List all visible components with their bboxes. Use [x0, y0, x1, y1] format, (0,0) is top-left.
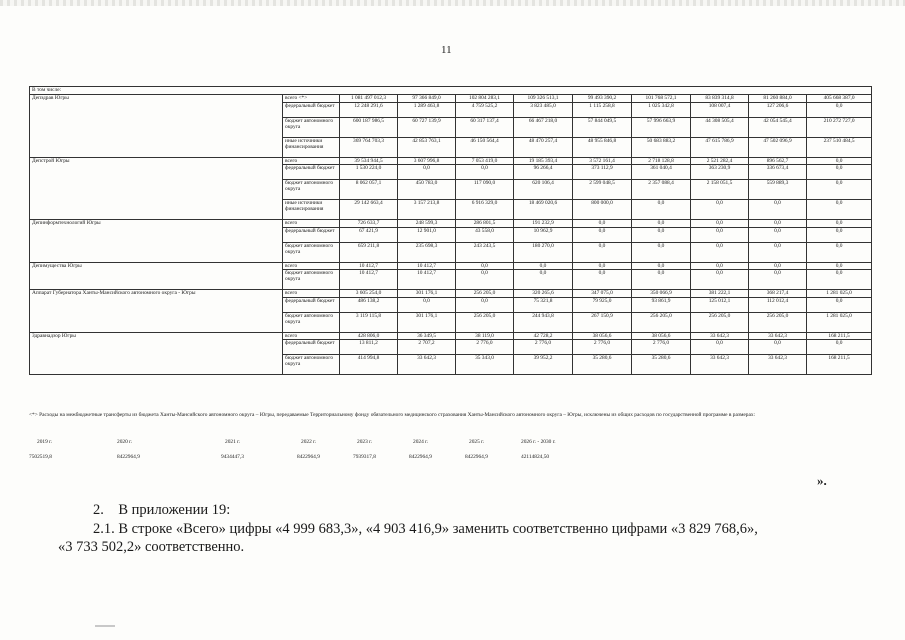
value-cell: 0,0	[398, 297, 456, 312]
source-label-cell: федеральный бюджет	[283, 165, 340, 180]
year-value: 8422964,9	[297, 454, 320, 460]
value-cell: 10 412,7	[340, 270, 398, 290]
value-cell: 256 205,0	[749, 312, 807, 332]
year-label: 2019 г.	[37, 439, 53, 445]
value-cell: 10 412,7	[340, 262, 398, 270]
value-cell: 12 248 291,6	[340, 102, 398, 117]
value-cell: 210 272 727,0	[807, 117, 872, 137]
org-name-cell: Депздрав Югры	[30, 95, 283, 158]
source-label-cell: бюджет автономного округа	[283, 312, 340, 332]
value-cell: 1 081 497 012,3	[340, 95, 398, 103]
value-cell: 18 469 020,6	[514, 200, 573, 220]
value-cell: 66 467 218,0	[514, 117, 573, 137]
value-cell: 368 217,4	[749, 290, 807, 298]
value-cell: 0,0	[807, 270, 872, 290]
value-cell: 248 599,3	[398, 220, 456, 228]
source-label-cell: бюджет автономного округа	[283, 355, 340, 375]
value-cell: 57 844 049,5	[573, 117, 632, 137]
value-cell: 361 040,4	[632, 165, 691, 180]
year-value: 8422964,9	[465, 454, 488, 460]
value-cell: 450 783,0	[398, 180, 456, 200]
value-cell: 0,0	[749, 200, 807, 220]
value-cell: 2 776,0	[514, 340, 573, 355]
value-cell: 0,0	[807, 220, 872, 228]
value-cell: 244 943,8	[514, 312, 573, 332]
paragraph-2-1-line1: 2.1. В строке «Всего» цифры «4 999 683,3», «4 903 416,9» заменить соответственно цифрами «3 829 768,6»,	[93, 521, 758, 537]
value-cell: 29 142 663,4	[340, 200, 398, 220]
year-value: 7502519,8	[29, 454, 52, 460]
closing-quote: ».	[817, 473, 827, 488]
value-cell: 117 090,0	[456, 180, 514, 200]
value-cell: 33 642,3	[398, 355, 456, 375]
value-cell: 35 280,6	[632, 355, 691, 375]
value-cell: 301 176,1	[398, 312, 456, 332]
value-cell: 0,0	[632, 270, 691, 290]
org-name-cell: Аппарат Губернатора Ханты-Мансийского автономного округа - Югры	[30, 290, 283, 333]
value-cell: 33 642,3	[691, 332, 749, 340]
table-row	[30, 220, 872, 228]
value-cell: 363 230,9	[691, 165, 749, 180]
value-cell: 0,0	[573, 242, 632, 262]
org-name-cell: Депимущества Югры	[30, 262, 283, 290]
year-label: 2021 г.	[225, 439, 241, 445]
source-label-cell: бюджет автономного округа	[283, 270, 340, 290]
value-cell: 414 994,8	[340, 355, 398, 375]
budget-table-container	[29, 86, 871, 375]
table-row	[30, 262, 872, 270]
source-label-cell: федеральный бюджет	[283, 340, 340, 355]
value-cell: 180 270,0	[514, 242, 573, 262]
value-cell: 112 012,4	[749, 297, 807, 312]
value-cell: 50 683 883,2	[632, 137, 691, 157]
value-cell: 33 642,3	[749, 355, 807, 375]
value-cell: 0,0	[398, 165, 456, 180]
value-cell: 1 281 025,0	[807, 312, 872, 332]
value-cell: 38 056,6	[632, 332, 691, 340]
value-cell: 301 176,1	[398, 290, 456, 298]
value-cell: 109 326 513,1	[514, 95, 573, 103]
value-cell: 237 510 484,5	[807, 137, 872, 157]
value-cell: 191 232,9	[514, 220, 573, 228]
value-cell: 48 470 257,4	[514, 137, 573, 157]
value-cell: 0,0	[691, 227, 749, 242]
value-cell: 0,0	[749, 270, 807, 290]
value-cell: 2 357 088,4	[632, 180, 691, 200]
value-cell: 0,0	[573, 270, 632, 290]
value-cell: 102 804 283,1	[456, 95, 514, 103]
value-cell: 559 889,3	[749, 180, 807, 200]
year-value: 42114824,50	[521, 454, 550, 460]
year-label: 2026 г. - 2030 г.	[521, 439, 556, 445]
value-cell: 125 012,1	[691, 297, 749, 312]
value-cell: 256 205,0	[691, 312, 749, 332]
value-cell: 127 206,6	[749, 102, 807, 117]
value-cell: 0,0	[573, 227, 632, 242]
value-cell: 4 759 525,2	[456, 102, 514, 117]
value-cell: 38 119,0	[456, 332, 514, 340]
value-cell: 10 962,9	[514, 227, 573, 242]
value-cell: 0,0	[807, 227, 872, 242]
value-cell: 0,0	[807, 157, 872, 165]
value-cell: 0,0	[691, 242, 749, 262]
value-cell: 39 952,2	[514, 355, 573, 375]
value-cell: 168 211,5	[807, 332, 872, 340]
value-cell: 659 211,8	[340, 242, 398, 262]
value-cell: 42 728,2	[514, 332, 573, 340]
value-cell: 0,0	[632, 200, 691, 220]
value-cell: 39 534 944,5	[340, 157, 398, 165]
table-row	[30, 95, 872, 103]
value-cell: 0,0	[514, 270, 573, 290]
value-cell: 93 861,9	[632, 297, 691, 312]
value-cell: 0,0	[632, 227, 691, 242]
value-cell: 101 768 572,1	[632, 95, 691, 103]
value-cell: 10 412,7	[398, 270, 456, 290]
value-cell: 0,0	[691, 262, 749, 270]
value-cell: 620 106,4	[514, 180, 573, 200]
value-cell: 35 343,0	[456, 355, 514, 375]
value-cell: 0,0	[456, 297, 514, 312]
value-cell: 99 493 390,2	[573, 95, 632, 103]
value-cell: 2 718 128,8	[632, 157, 691, 165]
source-label-cell: всего	[283, 290, 340, 298]
source-label-cell: иные источники финансирования	[283, 200, 340, 220]
value-cell: 108 007,4	[691, 102, 749, 117]
source-label-cell: всего <*>	[283, 95, 340, 103]
value-cell: 96 266,4	[514, 165, 573, 180]
value-cell: 405 668 387,0	[807, 95, 872, 103]
value-cell: 2 707,2	[398, 340, 456, 355]
value-cell: 0,0	[632, 242, 691, 262]
year-label: 2025 г.	[469, 439, 485, 445]
year-value: 8422964,9	[409, 454, 432, 460]
value-cell: 1 289 463,8	[398, 102, 456, 117]
value-cell: 75 321,8	[514, 297, 573, 312]
table-row	[30, 157, 872, 165]
value-cell: 373 112,9	[573, 165, 632, 180]
value-cell: 2 776,0	[632, 340, 691, 355]
value-cell: 0,0	[807, 180, 872, 200]
value-cell: 42 853 763,1	[398, 137, 456, 157]
value-cell: 256 205,0	[456, 290, 514, 298]
value-cell: 0,0	[632, 262, 691, 270]
page-number: 11	[441, 44, 452, 56]
value-cell: 81 260 884,0	[749, 95, 807, 103]
value-cell: 0,0	[807, 242, 872, 262]
value-cell: 38 056,6	[573, 332, 632, 340]
budget-table	[29, 86, 872, 375]
value-cell: 1 281 025,0	[807, 290, 872, 298]
value-cell: 13 811,2	[340, 340, 398, 355]
value-cell: 0,0	[749, 242, 807, 262]
value-cell: 3 157 213,8	[398, 200, 456, 220]
source-label-cell: бюджет автономного округа	[283, 117, 340, 137]
value-cell: 0,0	[749, 340, 807, 355]
source-label-cell: федеральный бюджет	[283, 227, 340, 242]
year-value: 8422964,9	[117, 454, 140, 460]
value-cell: 726 633,7	[340, 220, 398, 228]
year-label: 2024 г.	[413, 439, 429, 445]
value-cell: 3 572 161,4	[573, 157, 632, 165]
value-cell: 369 764 703,3	[340, 137, 398, 157]
footnote: <*> Расходы на межбюджетные трансферты из бюджета Ханты-Мансийского автономного округа – Югры, передаваемые Территориальному фонду обязательного медицинского страхования Ханты-Мансийского автономного округа – Югры, исключены из общих расходов по государственной программе в размерах:	[29, 412, 756, 418]
value-cell: 47 502 096,9	[749, 137, 807, 157]
value-cell: 57 996 663,9	[632, 117, 691, 137]
value-cell: 43 558,0	[456, 227, 514, 242]
value-cell: 2 158 051,5	[691, 180, 749, 200]
value-cell: 0,0	[749, 220, 807, 228]
source-label-cell: всего	[283, 220, 340, 228]
value-cell: 256 205,0	[456, 312, 514, 332]
scan-smudge-artifact	[95, 625, 115, 627]
value-cell: 1 115 258,8	[573, 102, 632, 117]
value-cell: 0,0	[691, 220, 749, 228]
value-cell: 0,0	[691, 340, 749, 355]
source-label-cell: всего	[283, 157, 340, 165]
table-row	[30, 290, 872, 298]
value-cell: 2 599 048,5	[573, 180, 632, 200]
value-cell: 168 211,5	[807, 355, 872, 375]
value-cell: 44 308 505,4	[691, 117, 749, 137]
value-cell: 0,0	[456, 262, 514, 270]
value-cell: 350 066,9	[632, 290, 691, 298]
value-cell: 3 605 254,0	[340, 290, 398, 298]
value-cell: 0,0	[573, 220, 632, 228]
source-label-cell: бюджет автономного округа	[283, 180, 340, 200]
value-cell: 83 839 314,8	[691, 95, 749, 103]
value-cell: 0,0	[807, 340, 872, 355]
value-cell: 347 075,0	[573, 290, 632, 298]
value-cell: 896 562,7	[749, 157, 807, 165]
value-cell: 2 776,0	[573, 340, 632, 355]
value-cell: 0,0	[514, 262, 573, 270]
value-cell: 60 727 139,9	[398, 117, 456, 137]
org-name-cell: Здравнадзор Югры	[30, 332, 283, 375]
value-cell: 79 925,0	[573, 297, 632, 312]
value-cell: 0,0	[807, 165, 872, 180]
scan-edge-artifact	[0, 0, 905, 6]
value-cell: 3 119 115,8	[340, 312, 398, 332]
year-label: 2020 г.	[117, 439, 133, 445]
value-cell: 36 349,5	[398, 332, 456, 340]
value-cell: 0,0	[749, 262, 807, 270]
value-cell: 2 521 282,4	[691, 157, 749, 165]
org-name-cell: Депинформтехнологий Югры	[30, 220, 283, 263]
year-label: 2023 г.	[357, 439, 373, 445]
value-cell: 320 265,6	[514, 290, 573, 298]
value-cell: 256 205,0	[632, 312, 691, 332]
value-cell: 3 607 996,8	[398, 157, 456, 165]
value-cell: 97 366 849,0	[398, 95, 456, 103]
value-cell: 1 530 224,0	[340, 165, 398, 180]
value-cell: 33 642,3	[691, 355, 749, 375]
value-cell: 243 243,5	[456, 242, 514, 262]
source-label-cell: бюджет автономного округа	[283, 242, 340, 262]
value-cell: 381 222,1	[691, 290, 749, 298]
value-cell: 336 673,4	[749, 165, 807, 180]
value-cell: 67 421,9	[340, 227, 398, 242]
value-cell: 2 776,0	[456, 340, 514, 355]
paragraph-2-heading: 2. В приложении 19:	[93, 502, 231, 518]
value-cell: 428 806,0	[340, 332, 398, 340]
source-label-cell: федеральный бюджет	[283, 297, 340, 312]
value-cell: 0,0	[456, 165, 514, 180]
year-label: 2022 г.	[301, 439, 317, 445]
value-cell: 47 615 786,9	[691, 137, 749, 157]
value-cell: 6 916 329,0	[456, 200, 514, 220]
value-cell: 800 000,0	[573, 200, 632, 220]
value-cell: 600 187 986,5	[340, 117, 398, 137]
incl-label: В том числе:	[30, 87, 872, 95]
value-cell: 286 801,5	[456, 220, 514, 228]
source-label-cell: иные источники финансирования	[283, 137, 340, 157]
paragraph-2-1-line2: «3 733 502,2» соответственно.	[58, 539, 245, 555]
value-cell: 0,0	[691, 200, 749, 220]
value-cell: 12 901,0	[398, 227, 456, 242]
value-cell: 0,0	[807, 297, 872, 312]
value-cell: 7 053 419,0	[456, 157, 514, 165]
value-cell: 19 185 393,4	[514, 157, 573, 165]
source-label-cell: федеральный бюджет	[283, 102, 340, 117]
source-label-cell: всего	[283, 262, 340, 270]
source-label-cell: всего	[283, 332, 340, 340]
value-cell: 1 025 342,8	[632, 102, 691, 117]
org-name-cell: Депстрой Югры	[30, 157, 283, 220]
value-cell: 0,0	[573, 262, 632, 270]
value-cell: 3 823 485,0	[514, 102, 573, 117]
value-cell: 0,0	[749, 227, 807, 242]
year-value: 9434447,3	[221, 454, 244, 460]
value-cell: 0,0	[807, 200, 872, 220]
value-cell: 0,0	[456, 270, 514, 290]
value-cell: 8 062 057,1	[340, 180, 398, 200]
years-strip	[29, 439, 629, 465]
value-cell: 35 280,6	[573, 355, 632, 375]
value-cell: 48 955 846,8	[573, 137, 632, 157]
table-row	[30, 332, 872, 340]
value-cell: 33 642,3	[749, 332, 807, 340]
value-cell: 0,0	[807, 102, 872, 117]
value-cell: 10 412,7	[398, 262, 456, 270]
value-cell: 486 138,2	[340, 297, 398, 312]
year-value: 7939317,8	[353, 454, 376, 460]
value-cell: 0,0	[691, 270, 749, 290]
value-cell: 235 698,3	[398, 242, 456, 262]
value-cell: 46 150 564,4	[456, 137, 514, 157]
value-cell: 60 317 137,4	[456, 117, 514, 137]
value-cell: 0,0	[807, 262, 872, 270]
value-cell: 0,0	[632, 220, 691, 228]
value-cell: 42 054 545,4	[749, 117, 807, 137]
value-cell: 267 150,9	[573, 312, 632, 332]
